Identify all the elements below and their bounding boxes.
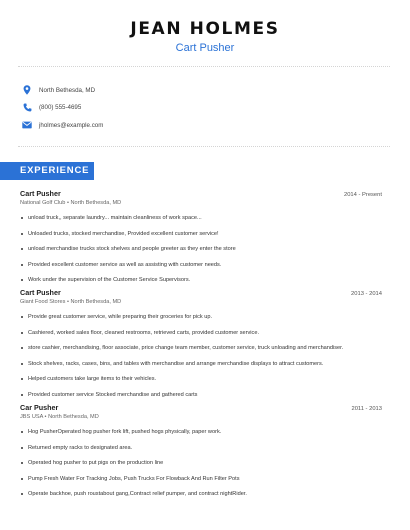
resume-header [0,18,410,55]
job-bullet: Helped customers take large items to their vehicles. [20,375,382,391]
section-title-experience: EXPERIENCE [20,165,90,176]
candidate-title: Cart Pusher [175,42,235,54]
job-bullet: Provide great customer service, while preparing their groceries for pick up. [20,313,382,329]
job-dates: 2013 - 2014 [351,291,382,297]
contact-phone [22,101,382,113]
job-bullet: Hog PusherOperated hog pusher fork lift, pushed hogs physically, paper work. [20,428,382,444]
job-title: Car Pusher [20,403,59,412]
job-dates: 2014 - Present [343,192,382,198]
job-title: Cart Pusher [20,189,61,198]
job-bullet-list [20,428,382,506]
job-bullet-list [20,214,382,292]
job-bullet: Pump Fresh Water For Tracking Jobs, Push Trucks For Flowback And Run Filter Pots [20,475,382,491]
candidate-name: JEAN HOLMES [130,19,280,39]
job-bullet: Provided customer service Stocked merchandise and gathered carts [20,391,382,407]
job-dates: 2011 - 2013 [351,406,382,412]
job-entry [20,403,382,506]
job-company: National Golf Club • North Bethesda, MD [20,200,122,206]
job-bullet: store cashier, merchandising, floor associate, price change team member, customer service, truck unloading and merchandiser. [20,344,382,360]
job-bullet: unload truck,, separate laundry... maintain cleanliness of work space... [20,214,382,230]
job-bullet: Operated hog pusher to put pigs on the production line [20,459,382,475]
contact-email [22,119,382,131]
job-bullet: Stock shelves, racks, cases, bins, and tables with merchandise and arrange merchandise displays to attract customers. [20,360,382,376]
location-text: North Bethesda, MD [39,86,96,94]
email-link[interactable]: jholmes@example.com [39,121,104,129]
job-bullet: Unloaded trucks, stocked merchandise, Provided excellent customer service! [20,230,382,246]
contact-divider [18,146,390,147]
job-bullet: unload merchandise trucks stock shelves and people greeter as they enter the store [20,245,382,261]
job-bullet: Provided excellent customer service as well as assisting with customer needs. [20,261,382,277]
job-bullet: Work under the supervision of the Customer Service Supervisors. [20,276,382,292]
job-entry [20,189,382,292]
header-divider [18,66,390,67]
phone-icon [22,102,32,112]
phone-text: (800) 555-4695 [39,103,82,111]
job-bullet: Cashiered, worked sales floor, cleaned restrooms, retrieved carts, provided customer service. [20,329,382,345]
job-company: Giant Food Stores • North Bethesda, MD [20,299,122,305]
job-company: JBS USA • North Bethesda, MD [20,414,99,420]
contact-location [22,84,382,96]
envelope-icon [22,120,32,130]
map-pin-icon [22,85,32,95]
job-bullet: Operate backhoe, push roustabout gang,Contract relief pumper, and contract nightRider. [20,490,382,506]
job-entry [20,288,382,406]
job-bullet: Returned empty racks to designated area. [20,444,382,460]
job-title: Cart Pusher [20,288,61,297]
job-bullet-list [20,313,382,406]
